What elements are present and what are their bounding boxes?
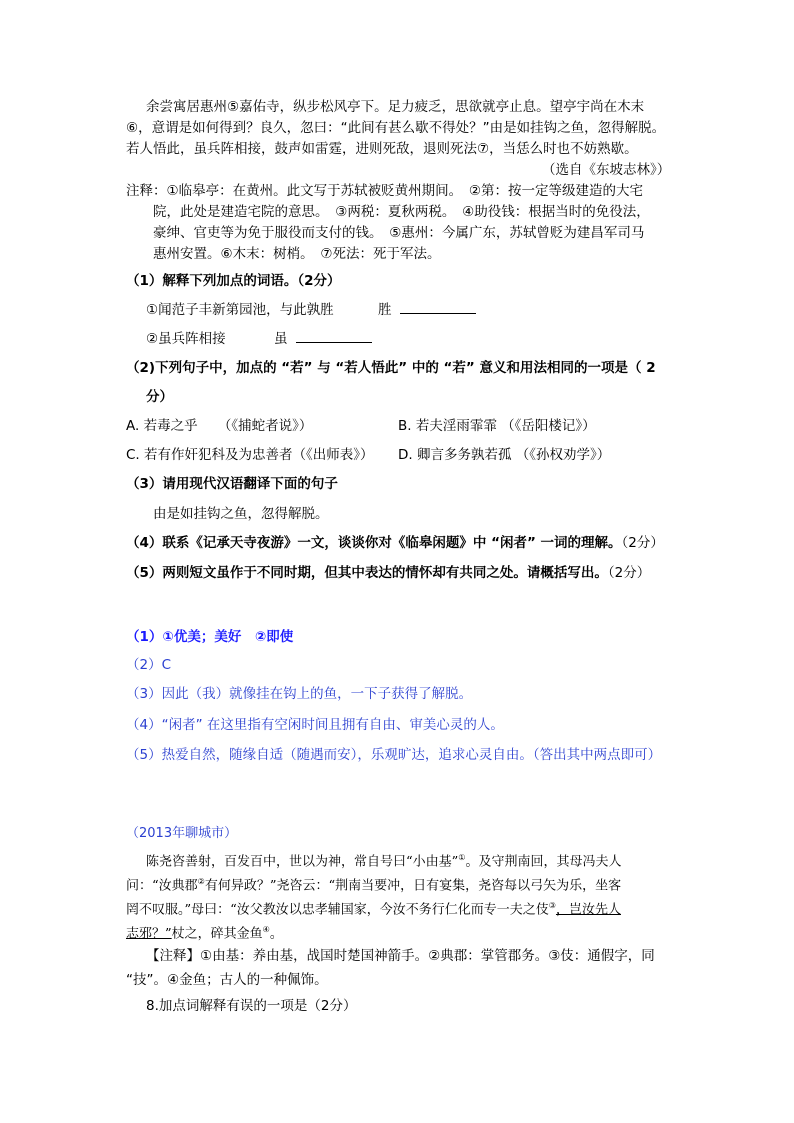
- answer2: （2）C: [126, 657, 172, 673]
- passage1-line1: 余尝寓居惠州⑤嘉佑寺，纵步松风亭下。足力疲乏，思欲就亭止息。望亭宇尚在木末: [146, 99, 645, 115]
- underlined-text: ，岂汝先人: [555, 902, 621, 918]
- notes1-line4: 惠州安置。⑥木末：树梢。 ⑦死法：死于军法。: [153, 246, 441, 262]
- question1-item2-answer: [274, 329, 372, 349]
- question5: [126, 563, 650, 583]
- question5-score: （2分）: [607, 565, 651, 581]
- question2-stem-cont: 分）: [146, 389, 173, 405]
- question1-item2-word: 虽: [274, 331, 288, 347]
- question4: [126, 533, 664, 553]
- passage2-line3: [126, 896, 621, 920]
- passage1-line2: ⑥，意谓是如何得到？良久，忽曰：“此间有甚么歇不得处？”由是如挂钩之鱼，忽得解脱。: [126, 120, 666, 136]
- footnote-marker: ④: [262, 925, 270, 934]
- passage2-line1-a: 陈尧咨善射，百发百中，世以为神，常自号曰“小由基”: [146, 854, 459, 870]
- answer1: （1）①优美；美好 ②即使: [126, 629, 294, 645]
- notes2-line1: 【注释】①由基：养由基，战国时楚国神箭手。②典郡：掌管郡务。③伎：通假字，同: [146, 948, 655, 964]
- question2-option-b: B. 若夫淫雨霏霏 （《岳阳楼记》）: [398, 418, 596, 434]
- answer3: （3）因此（我）就像挂在钩上的鱼，一下子获得了解脱。: [126, 686, 473, 702]
- question4-score: （2分）: [621, 535, 664, 551]
- question4-stem: （4）联系《记承天寺夜游》一文，谈谈你对《临皋闲题》中 “闲者” 一词的理解。: [126, 535, 622, 551]
- passage2-source: （2013年聊城市）: [126, 826, 238, 841]
- answer4: （4）“闲者” 在这里指有空闲时间且拥有自由、审美心灵的人。: [126, 717, 504, 733]
- question1-item2-text: ②虽兵阵相接: [146, 331, 226, 347]
- footnote-marker: ②: [197, 877, 205, 886]
- question1-stem: （1）解释下列加点的词语。（2分）: [126, 273, 341, 289]
- passage2-line4-c: 。: [269, 926, 283, 942]
- question8-stem: 8.加点词解释有误的一项是（2分）: [146, 998, 357, 1014]
- passage2-line4-b: 杖之，碎其金鱼: [171, 926, 263, 942]
- passage2-line3-text: 罔不叹服。”母曰：“汝父教汝以忠孝辅国家，今汝不务行仁化而专一夫之伎: [126, 902, 549, 918]
- notes1-line1: 注释：①临皋亭：在黄州。此文写于苏轼被贬黄州期间。 ②第：按一定等级建造的大宅: [126, 183, 643, 199]
- underlined-text: 志邪？”: [126, 926, 172, 942]
- passage2-line2: [126, 872, 621, 896]
- question3-sentence: 由是如挂钩之鱼，忽得解脱。: [153, 506, 329, 522]
- answer-blank[interactable]: [400, 301, 476, 314]
- question1-item2: [146, 329, 226, 349]
- passage2-line2-a: 问：“汝典郡: [126, 878, 198, 894]
- question1-item1-word: 胜: [378, 302, 392, 318]
- question1-item1: [146, 300, 334, 320]
- passage1-line3: 若人悟此，虽兵阵相接，鼓声如雷霆，进则死敌，退则死法⑦，当恁么时也不妨熟歇。: [126, 141, 638, 157]
- answer-blank[interactable]: [296, 330, 372, 343]
- question1-item1-text: ①闻范子丰新第园池，与此孰胜: [146, 302, 334, 318]
- question5-stem: （5）两则短文虽作于不同时期，但其中表达的情怀却有共同之处。请概括写出。: [126, 565, 608, 581]
- question1-item1-answer: [378, 300, 476, 320]
- notes1-line2: 院，此处是建造宅院的意思。 ③两税：夏秋两税。 ④助役钱：根据当时的免役法，: [153, 204, 650, 220]
- question2-option-d: D. 卿言多务孰若孤 （《孙权劝学》）: [398, 447, 611, 463]
- passage1-source: （选自《东坡志林》）: [542, 162, 671, 178]
- passage2-line2-b: 有何异政？”尧咨云：“荆南当要冲，日有宴集，尧咨每以弓矢为乐，坐客: [204, 878, 622, 894]
- passage2-line4: [126, 920, 283, 944]
- notes2-line2: “技”。④金鱼；古人的一种佩饰。: [126, 972, 328, 988]
- notes1-line3: 豪绅、官吏等为免于服役而支付的钱。 ⑤惠州：今属广东，苏轼曾贬为建昌军司马: [153, 225, 645, 241]
- question2-option-a: A. 若毒之乎 （《捕蛇者说》）: [126, 418, 313, 434]
- footnote-marker: ①: [458, 853, 466, 862]
- question2-stem: （2)下列句子中，加点的 “若” 与 “若人悟此” 中的 “若” 意义和用法相同的一项是（ 2: [126, 360, 656, 376]
- answer5: （5）热爱自然，随缘自适（随遇而安），乐观旷达，追求心灵自由。（答出其中两点即可）: [126, 747, 662, 763]
- footnote-marker: ③: [548, 901, 556, 910]
- question2-option-c: C. 若有作奸犯科及为忠善者（《出师表》）: [126, 447, 374, 463]
- passage2-line1-b: 。及守荆南回，其母冯夫人: [465, 854, 622, 870]
- question3-stem: （3）请用现代汉语翻译下面的句子: [126, 476, 338, 492]
- passage2-line1: [146, 848, 621, 872]
